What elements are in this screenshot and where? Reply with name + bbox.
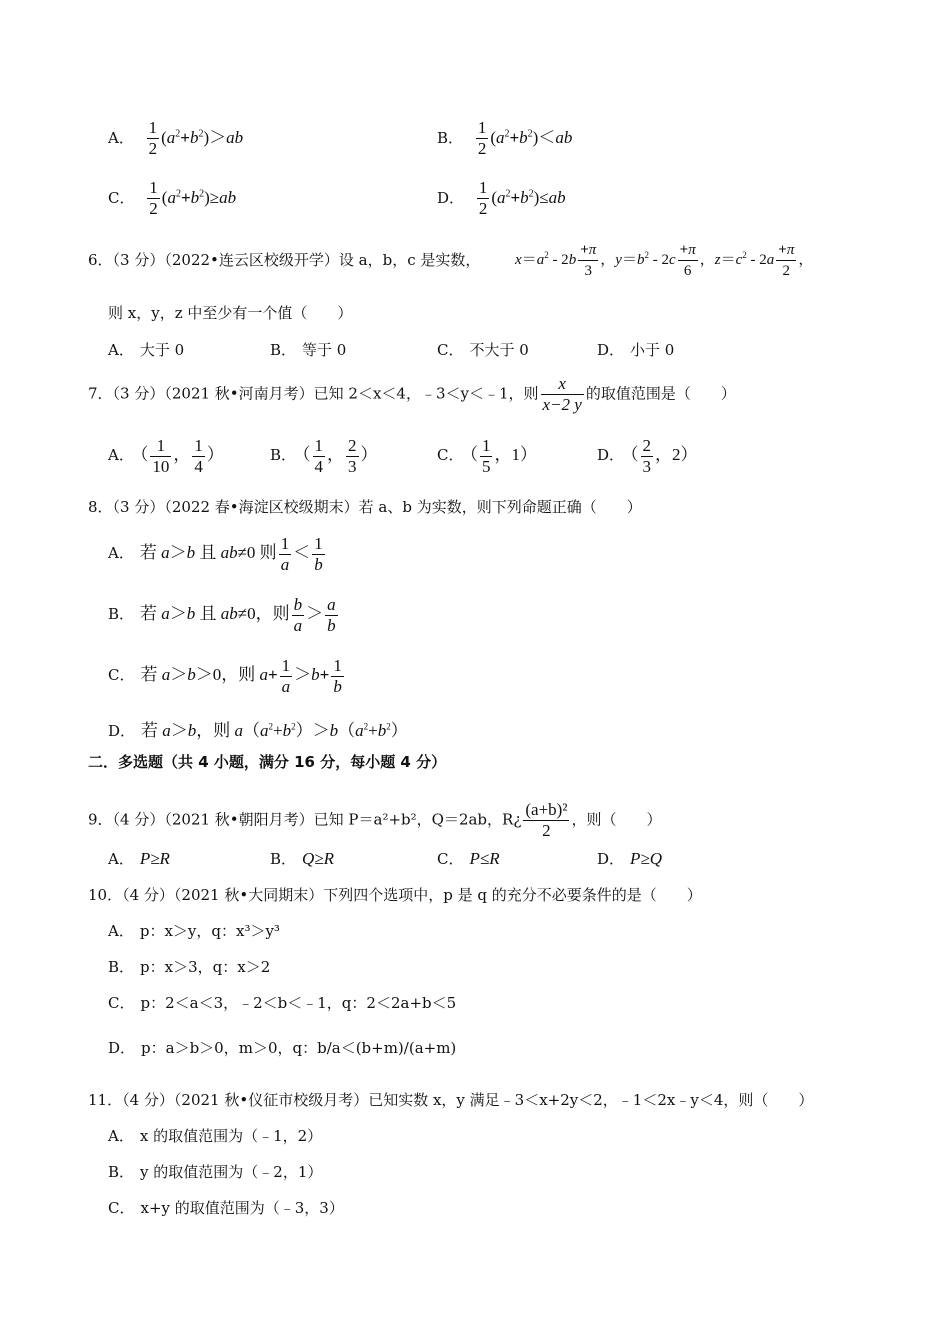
q10-option-a[interactable]: A． p：x＞y，q：x³＞y³ [108,922,280,940]
q11-option-b[interactable]: B． y 的取值范围为（﹣2，1） [108,1163,323,1181]
q6-expression: $x=a^2 - 2b$ $\frac{+\pi}{3}$ ，$y=b^2 - 2c$ $\frac{+\pi}{6}$ ，$z=c^2 - 2a$ $\frac{+\pi}{2}$ ， [515,242,814,279]
q6-line2: 则 x，y，z 中至少有一个值（ ） [108,304,353,322]
q5-option-d[interactable]: D． $\frac{1}{2}$ $(a^2+b^2)\le ab$ [437,178,566,218]
q10-stem: 10．（4 分）（2021 秋•大同期末）下列四个选项中，p 是 q 的充分不必要条件的是（ ） [88,886,702,904]
q7-option-c-math: （ $\frac{1}{5}$ ，1） [469,436,537,476]
math-half: $\frac{1}{2}$ [149,178,158,218]
q7-option-a-math: （ $\frac{1}{10}$ ， $\frac{1}{4}$ ） [139,436,224,476]
math-half: $\frac{1}{2}$ [477,118,487,158]
q9-option-b[interactable]: B． Q≥R [270,849,335,868]
math-half: $\frac{1}{2}$ [148,118,158,158]
q6-option-c[interactable]: C． 不大于 0 [437,341,529,359]
q5-option-b-math: $(a^2+b^2)<ab$ [490,127,573,147]
q8-option-c-math: 若 a＞b＞0，则 a+ $\frac{1}{a}$ ＞b+ $\frac{1}{b}$ [140,656,342,696]
q9-option-c[interactable]: C． P≤R [437,849,500,868]
q11-option-a[interactable]: A． x 的取值范围为（﹣1，2） [108,1127,323,1145]
q11-stem: 11．（4 分）（2021 秋•仪征市校级月考）已知实数 x，y 满足﹣3＜x+2y＜2，﹣1＜2x﹣y＜4，则（ ） [88,1091,814,1109]
q5-option-a[interactable]: A． $\frac{1}{2}$ $(a^2+b^2)>ab$ [108,118,244,158]
q5-option-b[interactable]: B． $\frac{1}{2}$ $(a^2+b^2)<ab$ [437,118,573,158]
q11-option-c[interactable]: C． x+y 的取值范围为（﹣3，3） [108,1199,344,1217]
q7-option-a[interactable]: A． （ $\frac{1}{10}$ ， $\frac{1}{4}$ ） [108,436,224,476]
q6-option-d[interactable]: D． 小于 0 [597,341,675,359]
q9-stem: 9．（4 分）（2021 秋•朝阳月考）已知 P＝a²+b²，Q＝2ab，R¿ $\frac{\text{(a+b)²}}{2}$ ，则（ ） [88,800,662,840]
q5-option-c-math: $(a^2+b^2)\ge ab$ [161,187,237,207]
q8-option-a-math: 若 a＞b 且 ab≠0 则 $\frac{1}{a}$ ＜ $\frac{1}{b}$ [139,534,323,574]
q7-option-d-math: （ $\frac{2}{3}$ ，2） [630,436,698,476]
section-heading-multi-choice: 二．多选题（共 4 小题，满分 16 分，每小题 4 分） [88,753,447,771]
q8-option-b-math: 若 a＞b 且 ab≠0，则 $\frac{b}{a}$ ＞ $\frac{a}{b}$ [140,595,336,635]
q9-option-a[interactable]: A． P≥R [108,849,170,868]
q9-option-d[interactable]: D． P≥Q [597,849,663,868]
q7-option-b-math: （ $\frac{1}{4}$ ， $\frac{2}{3}$ ） [302,436,378,476]
q8-stem: 8．（3 分）（2022 春•海淀区校级期末）若 a、b 为实数，则下列命题正确（ ） [88,498,642,516]
q6-option-a[interactable]: A． 大于 0 [108,341,185,359]
q5-option-d-math: $(a^2+b^2)\le ab$ [491,187,566,207]
q8-option-d[interactable]: D． 若 a＞b，则 $a(a^2+b^2)>b(a^2+b^2)$ [108,720,408,740]
q8-option-a[interactable]: A． 若 a＞b 且 ab≠0 则 $\frac{1}{a}$ ＜ $\frac{1}{b}$ [108,534,327,575]
q10-option-c[interactable]: C． p：2＜a＜3，﹣2＜b＜﹣1，q：2＜2a+b＜5 [108,994,457,1012]
q8-option-b[interactable]: B． 若 a＞b 且 ab≠0，则 $\frac{b}{a}$ ＞ $\frac{a}{b}$ [108,595,340,636]
q5-option-c[interactable]: C． $\frac{1}{2}$ $(a^2+b^2)\ge ab$ [108,178,237,218]
q7-option-d[interactable]: D． （ $\frac{2}{3}$ ，2） [597,436,698,476]
q10-option-b[interactable]: B． p：x＞3，q：x＞2 [108,958,271,976]
q7-option-b[interactable]: B． （ $\frac{1}{4}$ ， $\frac{2}{3}$ ） [270,436,378,476]
q6-stem: 6．（3 分）（2022•连云区校级开学）设 a，b，c 是实数， [88,251,481,269]
q10-option-d[interactable]: D． p：a＞b＞0，m＞0，q：b/a＜(b+m)/(a+m) [108,1039,457,1057]
math-half: $\frac{1}{2}$ [478,178,488,218]
q7-stem: 7．（3 分）（2021 秋•河南月考）已知 2＜x＜4，﹣3＜y＜﹣1，则 $\frac{x}{x-2 y}$ 的取值范围是（ ） [88,374,736,414]
q8-option-c[interactable]: C． 若 a＞b＞0，则 a+ $\frac{1}{a}$ ＞b+ $\frac{1}{b}$ [108,656,346,697]
q9-fraction: $\frac{\text{(a+b)²}}{2}$ [525,800,568,840]
q8-option-d-math: 若 a＞b，则 $a(a^2+b^2)>b(a^2+b^2)$ [141,720,408,740]
q6-option-b[interactable]: B． 等于 0 [270,341,347,359]
q7-fraction: $\frac{x}{x-2 y}$ [542,374,582,414]
q7-option-c[interactable]: C． （ $\frac{1}{5}$ ，1） [437,436,537,476]
q5-option-a-math: $(a^2+b^2)>ab$ [161,127,244,147]
